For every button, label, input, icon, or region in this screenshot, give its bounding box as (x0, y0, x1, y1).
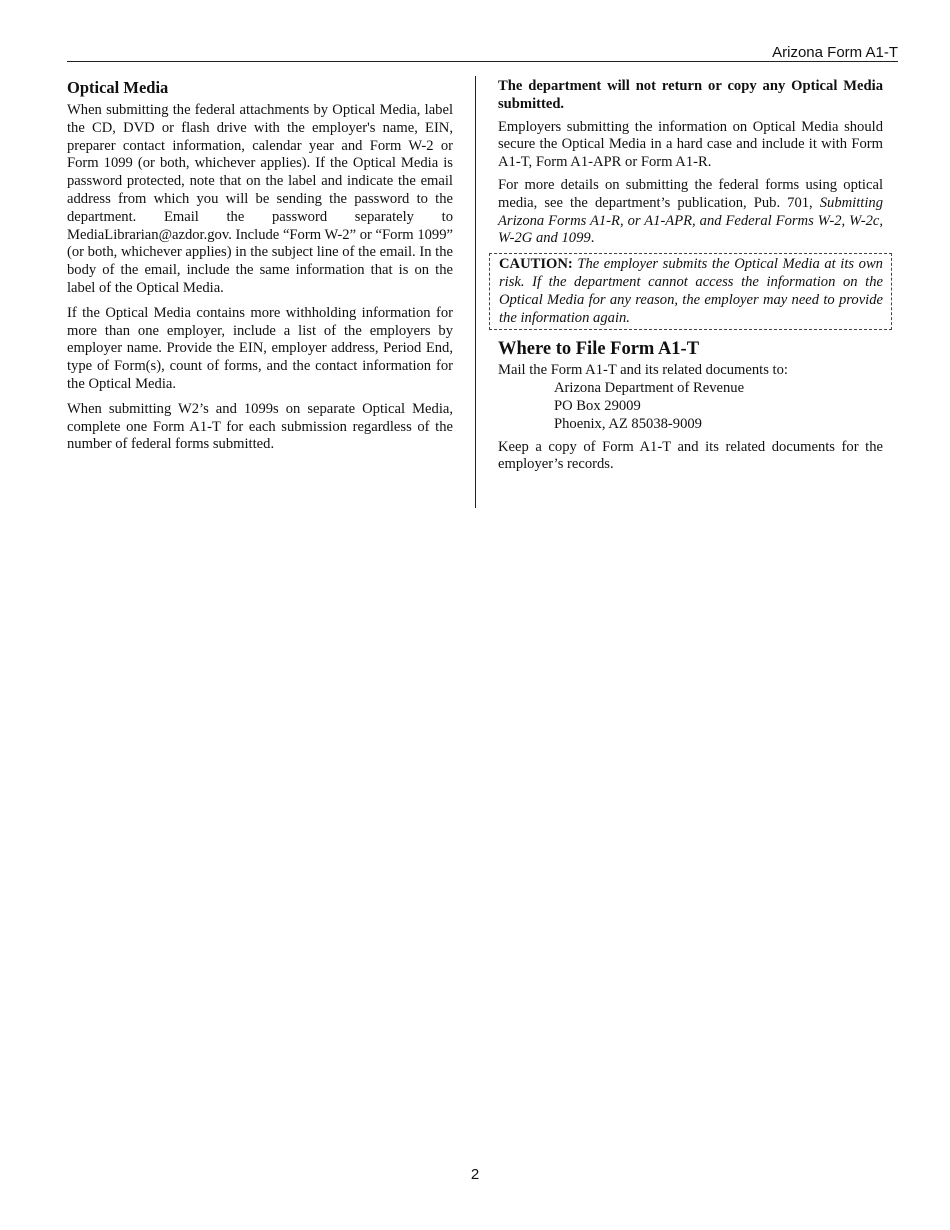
publication-period: . (590, 230, 595, 247)
mail-instruction: Mail the Form A1-T and its related documents to: (498, 362, 788, 379)
address-line-department: Arizona Department of Revenue (554, 380, 745, 397)
caution-box (489, 253, 892, 330)
mailing-address (554, 380, 883, 433)
where-to-file-heading: Where to File Form A1-T (498, 339, 700, 360)
page-number: 2 (470, 1166, 480, 1183)
publication-paragraph (498, 177, 883, 248)
address-line-po-box: PO Box 29009 (554, 397, 641, 414)
publication-title: Submitting Arizona Forms A1-R, or A1-APR, and Federal Forms W-2, W-2c, W-2G and 1099 (498, 194, 883, 247)
publication-intro: For more details on submitting the federal forms using optical media, see the department’s publication, Pub. 701, (498, 176, 883, 211)
column-divider (475, 76, 476, 508)
left-column (67, 78, 453, 461)
caution-text: The employer submits the Optical Media at its own risk. If the department cannot access the information on the Optical Media for any reason, the employer may need to provide the information again. (499, 256, 883, 326)
optical-media-heading: Optical Media (67, 78, 169, 97)
keep-copy-paragraph: Keep a copy of Form A1-T and its related documents for the employer’s records. (498, 438, 883, 473)
optical-media-paragraph-1: When submitting the federal attachments by Optical Media, label the CD, DVD or flash drive with the employer's name, EIN, preparer contact information, calendar year and Form W-2 or Form 1099 (or both, whichever applies). If the Optical Media is password protected, note that on the label and indicate the email address from which you will be sending the password to the department. Email the password separately to MediaLibrarian@azdor.gov. Include “Form W-2” or “Form 1099” (or both, whichever applies) in the subject line of the email. In the body of the email, include the same information that is on the label of the Optical Media. (67, 102, 453, 296)
header-divider (67, 61, 898, 62)
caution-label: CAUTION: (499, 256, 573, 273)
address-line-city: Phoenix, AZ 85038-9009 (554, 415, 702, 432)
right-column (498, 78, 883, 479)
no-return-notice: The department will not return or copy any Optical Media submitted. (498, 78, 883, 112)
form-title: Arizona Form A1-T (772, 44, 898, 61)
optical-media-paragraph-3: When submitting W2’s and 1099s on separate Optical Media, complete one Form A1-T for each submission regardless of the number of federal forms submitted. (67, 400, 453, 453)
secure-media-paragraph: Employers submitting the information on Optical Media should secure the Optical Media in a hard case and include it with Form A1-T, Form A1-APR or Form A1-R. (498, 118, 883, 171)
optical-media-paragraph-2: If the Optical Media contains more withholding information for more than one employer, include a list of the employers by employer name. Provide the EIN, employer address, Period End, type of Form(s), count of forms, and the contact information for the Optical Media. (67, 304, 453, 392)
